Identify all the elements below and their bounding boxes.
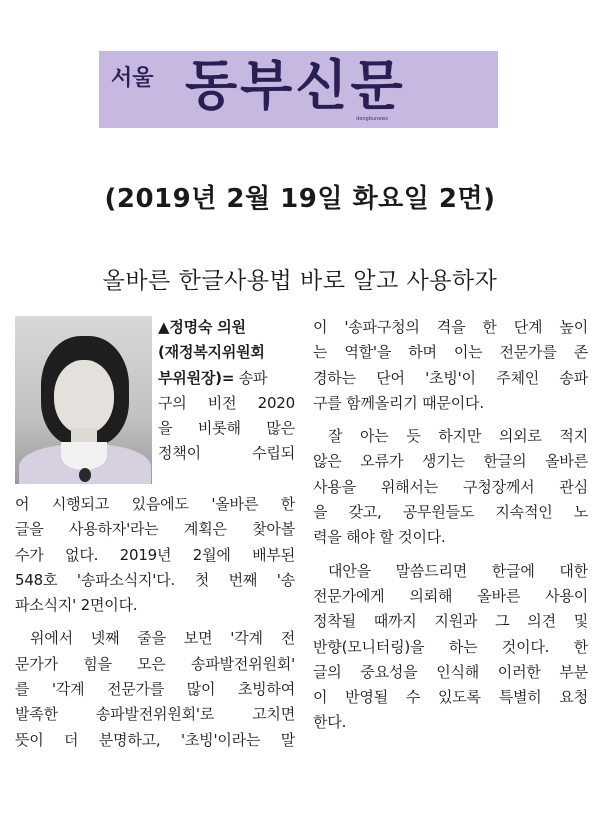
headline: 올바른 한글사용법 바로 알고 사용하자	[102, 268, 498, 294]
date-line: (2019년 2월 19일 화요일 2면)	[104, 184, 496, 214]
article-line: 반향(모니터링)을 하는 것이다. 한	[313, 637, 588, 656]
article-line: 않은 오류가 생기는 한글의 올바른	[313, 452, 588, 471]
article-line: 이 반영될 수 있도록 특별히 요청	[313, 688, 588, 707]
masthead	[99, 51, 498, 128]
article-line: 잘 아는 듯 하지만 의외로 적지	[328, 427, 588, 446]
article-line: 이 '송파구청의 격을 한 단계 높이	[313, 318, 588, 336]
article-line: 뜻이 더 분명하고, '초빙'이라는 말	[15, 730, 295, 749]
article-column-right	[313, 315, 588, 736]
article-line: 정책이 수립되	[158, 444, 295, 463]
article-line: 문가가 힘을 모은 송파발전위원회'	[15, 654, 295, 673]
article-line: 정착될 때까지 지원과 그 의견 및	[313, 612, 588, 631]
article-column-left	[15, 492, 295, 753]
article-line: 을 갖고, 공무원들도 지속적인 노	[313, 503, 588, 522]
article-line: 위에서 넷째 줄을 보면 '각계 전	[30, 629, 295, 648]
article-line: 는 역할'을 하며 이는 전문가를 존	[313, 343, 588, 362]
article-line: 전문가에게 의뢰해 올바른 사용이	[313, 586, 588, 605]
article-line: 파소식지' 2면이다.	[15, 596, 138, 615]
article-line: 구를 함께올리기 때문이다.	[313, 393, 484, 412]
masthead-url: dongbunews	[356, 116, 388, 122]
author-photo	[15, 316, 152, 484]
byline-role: 부위원장)=	[158, 368, 235, 387]
article-line: 어 시행되고 있음에도 '올바른 한	[15, 495, 295, 513]
byline-name: ▲정명숙 의원	[158, 318, 246, 336]
article-line: 글을 사용하자'라는 계획은 찾아볼	[15, 520, 295, 539]
masthead-title: 동부신문	[185, 54, 406, 117]
article-line: 글의 중요성을 인식해 이러한 부분	[313, 662, 588, 681]
article-line: 력을 해야 할 것이다.	[313, 528, 446, 547]
article-line: 수가 없다. 2019년 2월에 배부된	[15, 545, 295, 564]
article-line: 를 '각계 전문가를 많이 초빙하여	[15, 680, 295, 699]
article-line: 구의 비전 2020	[158, 393, 295, 412]
article-line: 한다.	[313, 713, 347, 732]
byline-org: (재정복지위원회	[158, 343, 265, 362]
article-line: 경하는 단어 '초빙'이 주체인 송파	[313, 368, 588, 387]
article-line: 을 비롯해 많은	[158, 419, 295, 438]
article-line: 사용을 위해서는 구청장께서 관심	[313, 477, 588, 496]
microphone-icon	[79, 468, 91, 482]
article-line: 발족한 송파발전위원회'로 고치면	[15, 705, 295, 724]
article-line: 대안을 말씀드리면 한글에 대한	[328, 561, 588, 580]
masthead-small-title: 서울	[111, 65, 154, 91]
article-line: 548호 '송파소식지'다. 첫 번째 '송	[15, 570, 295, 589]
article-column-left-top	[158, 315, 295, 467]
article-line: 송파	[238, 368, 268, 387]
